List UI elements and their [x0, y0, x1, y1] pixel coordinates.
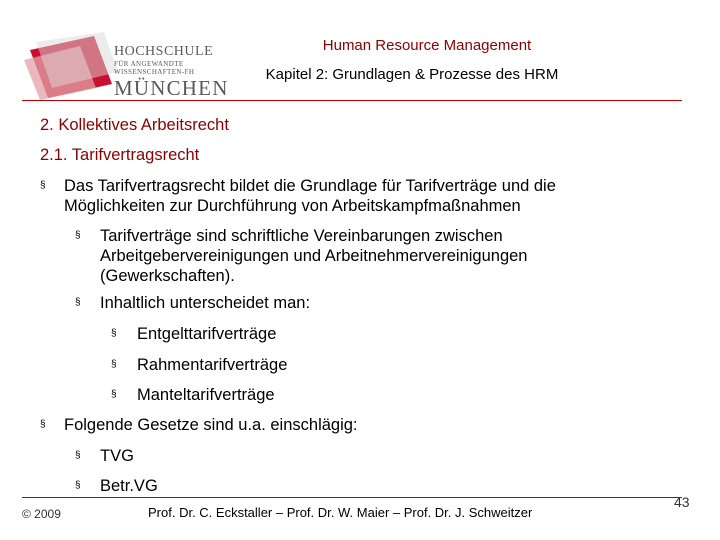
header-title: Human Resource Management [322, 37, 532, 54]
bullet-text-continued: (Gewerkschaften). [100, 267, 235, 285]
bullet-marker: § [111, 359, 117, 370]
bullet-item [75, 293, 675, 313]
university-logo [22, 32, 229, 102]
subsection-title: 2.1. Tarifvertragsrecht [40, 146, 200, 164]
bullet-marker: § [75, 230, 81, 241]
copyright-notice: © 2009 [22, 507, 61, 521]
bullet-text-continued: Möglichkeiten zur Durchführung von Arbeitskampfmaßnahmen [64, 197, 521, 215]
bullet-item [40, 415, 680, 435]
bullet-marker: § [111, 328, 117, 339]
bullet-item [75, 476, 675, 496]
bullet-marker: § [75, 480, 81, 491]
bullet-text-continued: Arbeitgebervereinigungen und Arbeitnehmervereinigungen [100, 247, 528, 265]
bullet-text: Das Tarifvertragsrecht bildet die Grundlage für Tarifverträge und die [64, 177, 556, 195]
bullet-text: Entgelttarifverträge [137, 325, 277, 343]
bullet-text: Rahmentarifverträge [137, 356, 288, 374]
bullet-text: Folgende Gesetze sind u.a. einschlägig: [64, 416, 358, 434]
section-title: 2. Kollektives Arbeitsrecht [40, 116, 229, 134]
bullet-marker: § [111, 389, 117, 400]
bullet-marker: § [40, 180, 46, 191]
bullet-item [111, 324, 671, 344]
bullet-text: Manteltarifverträge [137, 386, 275, 404]
logo-line-angewandte: FÜR ANGEWANDTE [114, 60, 184, 68]
bullet-item [75, 226, 675, 286]
bullet-item [111, 355, 671, 375]
logo-line-hochschule: HOCHSCHULE [114, 44, 214, 59]
logo-line-muenchen: MÜNCHEN [114, 76, 229, 100]
bullet-text: TVG [100, 447, 134, 465]
footer-authors: Prof. Dr. C. Eckstaller – Prof. Dr. W. Maier – Prof. Dr. J. Schweitzer [148, 505, 533, 520]
logo-line-wissenschaften: WISSENSCHAFTEN-FH [114, 68, 195, 76]
header-subtitle: Kapitel 2: Grundlagen & Prozesse des HRM [265, 66, 559, 83]
page-number: 43 [674, 494, 690, 510]
bullet-item [75, 446, 675, 466]
bullet-marker: § [75, 297, 81, 308]
bullet-text: Inhaltlich unterscheidet man: [100, 294, 311, 312]
logo-mark-icon [22, 32, 122, 102]
bullet-text: Tarifverträge sind schriftliche Vereinbarungen zwischen [100, 227, 503, 245]
logo-wordmark [114, 44, 229, 99]
bullet-item [40, 176, 680, 216]
header-divider [22, 100, 682, 101]
bullet-marker: § [40, 419, 46, 430]
bullet-item [111, 385, 671, 405]
footer-divider [22, 497, 682, 498]
bullet-marker: § [75, 450, 81, 461]
bullet-text: Betr.VG [100, 477, 158, 495]
